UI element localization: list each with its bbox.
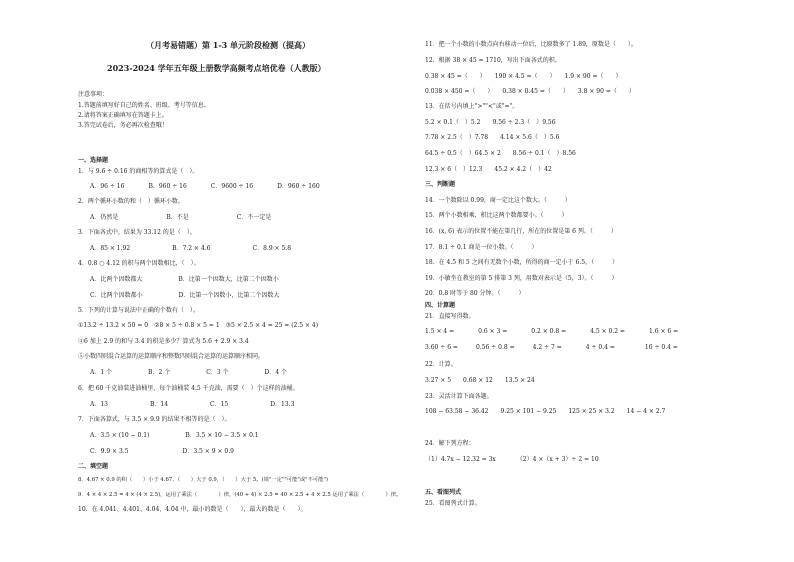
- calc-row: 0.38 × 45 =（ ） 190 × 4.5 =（ ） 1.9 × 90 =（ ）: [425, 73, 622, 80]
- question-text: 12．根据 38 × 45 = 1710，写出下面各式的积。: [425, 57, 561, 64]
- answer-options: C．比两个因数都小 D．比第一个因数小，比第二个因数大: [90, 292, 280, 299]
- question-text: 4．0.8 ○ 4.12 的积与两个因数相比，（ ）。: [78, 260, 200, 267]
- page-title: （月考易错题）第 1-3 单元阶段检测（提高）: [146, 40, 311, 50]
- notes-heading: 注意事项：: [78, 91, 109, 98]
- question-text: 6．把 60 千克油装进油桶里，每个油桶装 4.5 千克油，需要（ ）个这样的油桶。: [78, 385, 299, 392]
- section-heading: 二、填空题: [78, 463, 109, 470]
- answer-options: A．13 B．14 C．15 D．13.3: [90, 401, 295, 408]
- calc-row: 3.27 × 5 0.68 × 12 13.5 × 24: [425, 377, 535, 384]
- section-heading: 三、判断题: [425, 181, 456, 188]
- question-text: 20．0.8 时等于 80 分钟。（ ）: [425, 290, 525, 297]
- calc-row: （1）4.7x − 12.32 = 3x （2）4 ×（x + 3）÷ 2 = 10: [425, 456, 599, 463]
- answer-options: A．3.5 × (10 − 0.1) B．3.5 × 10 − 3.5 × 0.1: [90, 432, 259, 439]
- calc-row: 1.5 × 4 = 0.6 × 3 = 0.2 × 0.8 = 4.5 × 0.2 = 1.6 × 6 =: [425, 328, 679, 335]
- notes-item: 1.答题前填写好自己的姓名、班级、考号等信息。: [78, 102, 210, 109]
- question-text: 25．看图列式计算。: [425, 500, 481, 507]
- question-text: 19．小敏坐在教室的第 5 排第 3 列，用数对表示是（5，3）。（ ）: [425, 275, 618, 282]
- section-heading: 五、看图列式: [425, 489, 462, 496]
- notes-item: 3.答完试卷后，务必再次检查哦！: [78, 122, 168, 129]
- question-text: 3．下面各式中，结果为 33.12 的是（ ）。: [78, 229, 196, 236]
- calc-row: 64.5 ÷ 0.5（ ）64.5 × 2 8.56 ÷ 0.1（ ）8.56: [425, 150, 576, 157]
- answer-options: C．9.9 × 3.5 D．3.5 × 9 × 0.9: [90, 448, 234, 455]
- answer-options: A．85 × 1.92 B．7.2 × 4.6 C．8.9 × 5.8: [90, 245, 292, 252]
- question-text: 8．4.67 × 0.9 的积（ ）小于 4.67，（ ）大于 0.9，（ ）大于 5。(填"一定""可能"或"不可能"): [78, 477, 328, 483]
- answer-options: A．96 ÷ 16 B．960 ÷ 16 C．9600 ÷ 16 D．960 ÷ 160: [90, 183, 320, 190]
- question-text: 2．两个循环小数的和（ ）循环小数。: [78, 198, 184, 205]
- calc-row: 12.3 × 6（ ）12.3 45.2 × 4.2（ ）42: [425, 166, 552, 173]
- question-text: 22．计算。: [425, 361, 457, 368]
- answer-options: A．比两个因数都大 B．比第一个因数大，比第二个因数小: [90, 276, 279, 283]
- calc-row: 3.60 ÷ 6 = 0.56 ÷ 0.8 = 4.2 ÷ 7 = 4 ÷ 0.4 = 16 ÷ 0.4 =: [425, 344, 678, 351]
- calc-row: 7.78 × 2.5（ ）7.78 4.14 × 5.6（ ）5.6: [425, 134, 560, 141]
- question-text: 15．两个小数相乘，积比这两个数都要小。（ ）: [425, 212, 568, 219]
- answer-options: A．仍然是 B．不是 C．不一定是: [90, 214, 272, 221]
- question-text: 24．解下列方程：: [425, 440, 475, 447]
- calc-row: 5.2 × 0.1（ ）5.2 9.56 ÷ 2.3（ ）9.56: [425, 119, 556, 126]
- question-text: 7．下面各算式，与 3.5 × 9.9 的结果不相等的是（ ）。: [78, 416, 231, 423]
- question-text: 23．灵活计算下面各题。: [425, 393, 493, 400]
- question-text: ⑤小数四则混合运算的运算顺序和整数四则混合运算的运算顺序相同。: [78, 353, 265, 360]
- question-text: 1．与 9.6 ÷ 0.16 的商相等的算式是（ ）。: [78, 168, 199, 175]
- section-heading: 四、计算题: [425, 302, 456, 309]
- question-text: ①13.2 ÷ 13.2 × 50 = 0 ②8 × 5 ÷ 0.8 × 5 = 1 ③5 × 2.5 × 4 = 25 = (2.5 × 4): [78, 322, 319, 329]
- question-text: 21．直接写得数。: [425, 313, 475, 320]
- question-text: 5．下列的计算与说法中正确的个数有（ ）。: [78, 307, 199, 314]
- question-text: 17．8.1 ÷ 0.1 商是一位小数。（ ）: [425, 244, 538, 251]
- section-heading: 一、选择题: [78, 157, 109, 164]
- question-text: 9．4 × 4 × 2.5 = 4 × (4 × 2.5)，运用了乘法（ ）律，(40 + 4) × 2.5 = 40 × 2.5 + 4 × 2.5 运用了乘法（ ）律。: [78, 492, 402, 498]
- question-text: 11．把一个小数的小数点向右移动一位后，比原数多了 1.89，原数是（ ）。: [425, 41, 637, 48]
- question-text: 10．在 4.041、4.401、4.0̇4̇、4.0̇4 中，最小的数是（ ），最大的数是（ ）。: [78, 506, 307, 513]
- answer-options: A．1 个 B．2 个 C．3 个 D．4 个: [90, 369, 288, 376]
- question-text: ④6 加上 2.9 的和与 3.4 的积是多少？算式为 5.6 + 2.9 × 3.4: [78, 338, 249, 345]
- page-subtitle: 2023-2024 学年五年级上册数学高频考点培优卷（人教版）: [107, 63, 326, 73]
- question-text: 14．一个数除以 0.99，商一定比这个数大。（ ）: [425, 197, 571, 204]
- question-text: 16．(x, 6) 表示的位置不能在第几行，所在的位置是第 6 列。（ ）: [425, 228, 617, 235]
- notes-item: 2.请将答案正确填写在答题卡上。: [78, 112, 168, 119]
- question-text: 13．在括号内填上">""<"或"="。: [425, 103, 519, 110]
- question-text: 18．在 4.5 和 5 之间有无数个小数，所得的商一定小于 6.5。（ ）: [425, 259, 619, 266]
- calc-row: 108 − 63.58 − 36.42 9.25 × 101 − 9.25 125 × 25 × 3.2 14 − 4 × 2.7: [425, 408, 666, 415]
- calc-row: 0.038 × 450 =（ ） 0.38 × 0.45 =（ ） 3.8 × 90 =（ ）: [425, 88, 635, 95]
